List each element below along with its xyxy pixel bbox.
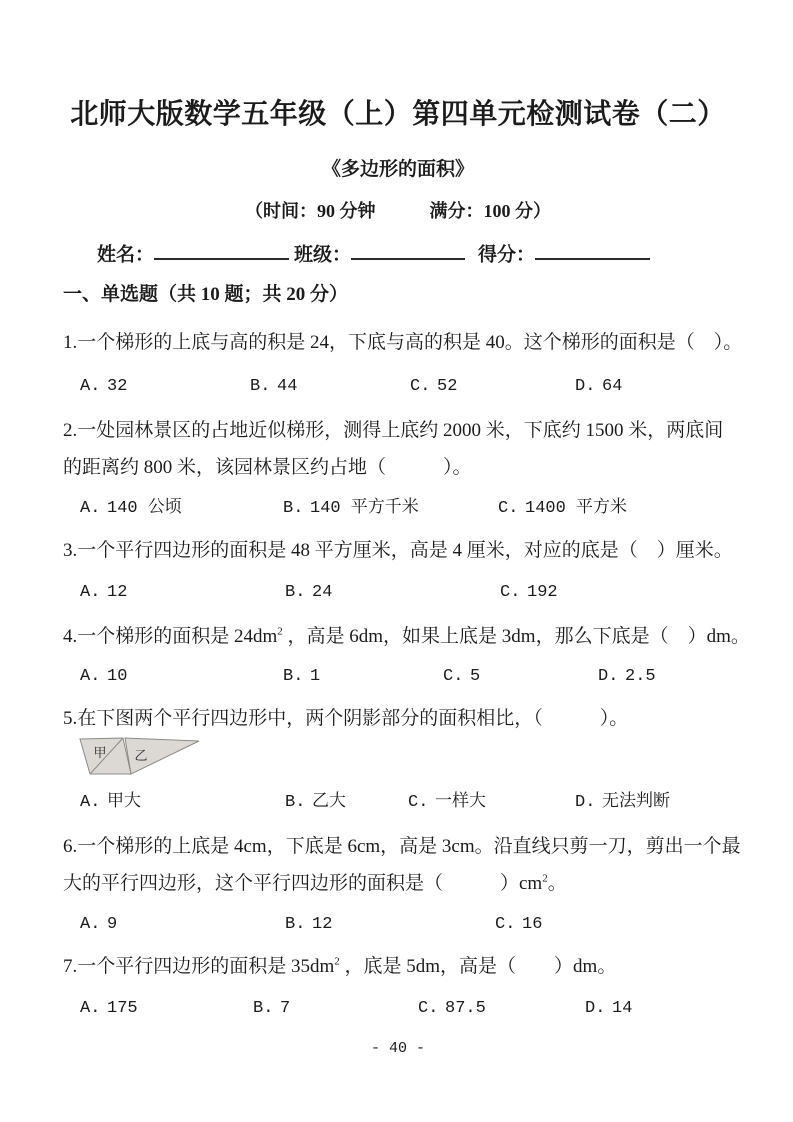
question-7-text: 7.一个平行四边形的面积是 $35dm^2$ ，底是 5dm，高是（ ）dm。 <box>63 956 617 978</box>
class-blank <box>351 239 465 260</box>
question-4 <box>63 622 750 690</box>
option-a: A. 12 <box>80 583 128 603</box>
question-3-text: 3.一个平行四边形的面积是 48 平方厘米，高是 4 厘米，对应的底是（ ）厘米。 <box>63 540 733 562</box>
option-c: C. 一样大 <box>408 793 486 813</box>
question-1-options <box>63 374 733 400</box>
option-c: C. 192 <box>500 583 558 603</box>
option-b: B. 140 平方千米 <box>283 499 419 519</box>
question-5-text: 5.在下图两个平行四边形中，两个阴影部分的面积相比，（ ）。 <box>63 708 629 730</box>
score-blank <box>535 239 650 260</box>
name-blank <box>154 239 289 260</box>
exam-subtitle: 《多边形的面积》 <box>321 159 474 180</box>
option-c: C. 52 <box>410 377 458 397</box>
option-d: D. 14 <box>585 999 633 1019</box>
option-c: C. 87.5 <box>418 999 486 1019</box>
question-6-text-line-2: 大的平行四边形，这个平行四边形的面积是（ ）$cm^2$。 <box>63 873 567 895</box>
exam-time-score-line: （时间：90 分钟 满分：100 分） <box>245 201 551 221</box>
option-a: A. 140 公顷 <box>80 499 182 519</box>
question-3-options <box>63 580 733 606</box>
option-b: B. 44 <box>250 377 298 397</box>
score-field-label: 得分： <box>478 244 536 266</box>
parallelograms-figure <box>78 734 208 784</box>
question-6 <box>63 828 741 938</box>
option-a: A. 175 <box>80 999 138 1019</box>
question-4-options <box>63 664 733 690</box>
option-b: B. 乙大 <box>285 793 346 813</box>
question-3 <box>63 536 733 606</box>
exam-title: 北师大版数学五年级（上）第四单元检测试卷（二） <box>70 99 726 130</box>
option-c: C. 5 <box>443 667 481 687</box>
question-1 <box>63 328 743 400</box>
option-b: B. 12 <box>285 915 333 935</box>
option-d: D. 2.5 <box>598 667 656 687</box>
question-6-options <box>63 912 733 938</box>
superscript-2: 2 <box>334 956 340 969</box>
question-5-options <box>63 790 733 816</box>
name-field-label: 姓名： <box>97 244 155 266</box>
question-2-text-line-1: 2.一处园林景区的占地近似梯形，测得上底约 2000 米，下底约 1500 米，两底间 <box>63 420 724 442</box>
question-5 <box>63 704 733 816</box>
option-c: C. 1400 平方米 <box>498 499 628 519</box>
question-2 <box>63 412 733 522</box>
option-a: A. 32 <box>80 377 128 397</box>
option-d: D. 无法判断 <box>575 793 670 813</box>
question-1-text: 1.一个梯形的上底与高的积是 24，下底与高的积是 40。这个梯形的面积是（ ）。 <box>63 332 743 354</box>
option-a: A. 甲大 <box>80 793 141 813</box>
question-2-text-line-2: 的距离约 800 米，该园林景区约占地（ ）。 <box>63 457 472 479</box>
question-7-options <box>63 996 733 1022</box>
page-number: - 40 - <box>370 1040 425 1058</box>
class-field-label: 班级： <box>294 244 352 266</box>
option-b: B. 1 <box>283 667 321 687</box>
question-4-text: 4.一个梯形的面积是 $24dm^2$ ，高是 6dm，如果上底是 3dm，那么下底是（ ）dm。 <box>63 626 750 648</box>
option-b: B. 7 <box>253 999 291 1019</box>
name-class-score-row <box>63 239 733 268</box>
superscript-2: 2 <box>542 873 548 886</box>
option-a: A. 9 <box>80 915 118 935</box>
option-b: B. 24 <box>285 583 333 603</box>
question-6-text-line-1: 6.一个梯形的上底是 4cm，下底是 6cm，高是 3cm。沿直线只剪一刀，剪出一个最 <box>63 836 741 858</box>
question-2-options <box>63 496 733 522</box>
question-7 <box>63 952 733 1022</box>
figure-label-jia: 甲 <box>93 745 107 761</box>
option-d: D. 64 <box>575 377 623 397</box>
question-5-figure <box>78 734 733 784</box>
superscript-2: 2 <box>277 626 283 639</box>
section-1-heading: 一、单选题（共 10 题；共 20 分） <box>63 284 349 306</box>
figure-label-yi: 乙 <box>134 748 148 764</box>
option-a: A. 10 <box>80 667 128 687</box>
option-c: C. 16 <box>495 915 543 935</box>
